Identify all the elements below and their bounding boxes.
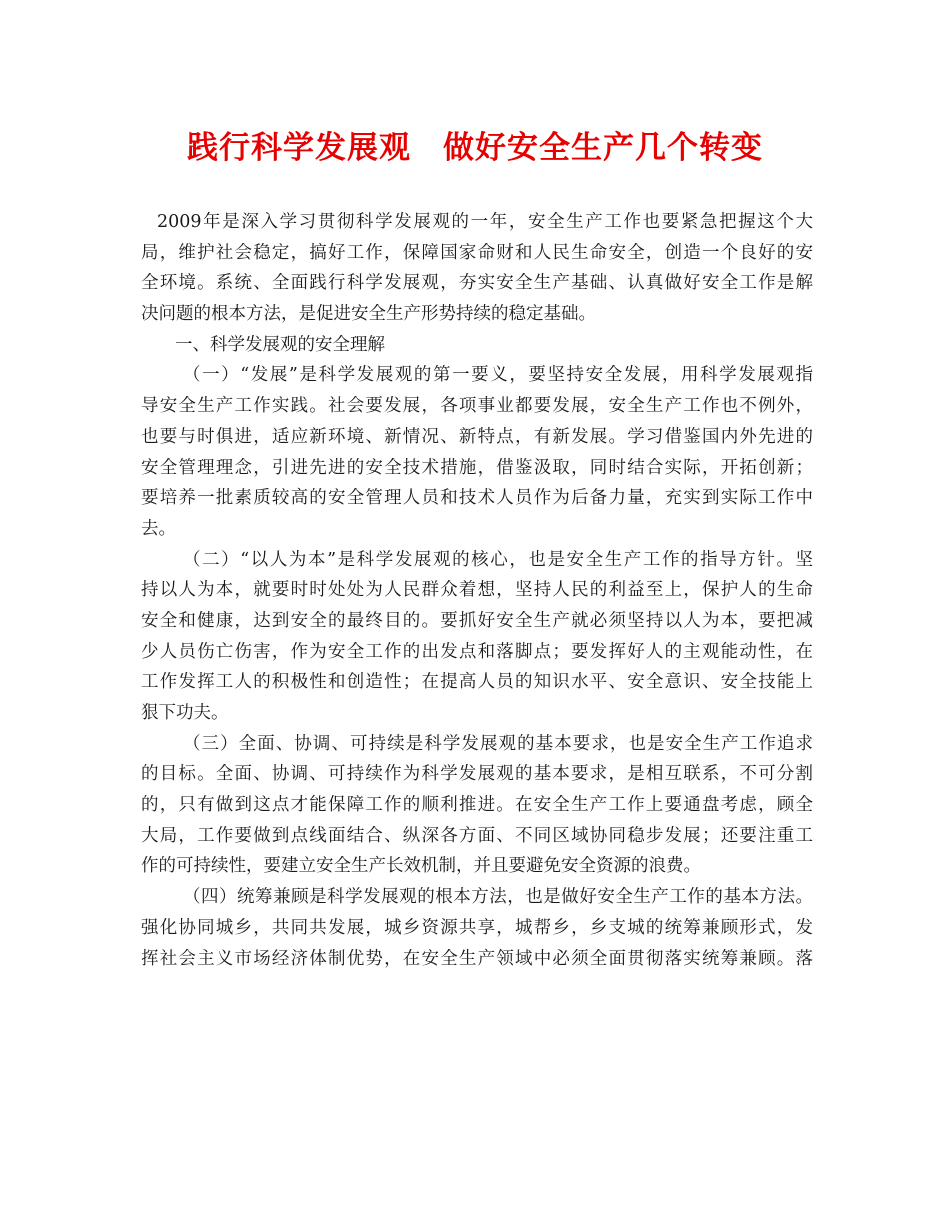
body-line: （四）统筹兼顾是科学发展观的根本方法，也是做好安全生产工作的基本方法。 [183, 887, 813, 908]
body-line: 局，维护社会稳定，搞好工作，保障国家命财和人民生命安全，创造一个良好的安 [141, 242, 813, 263]
body-line: （三）全面、协调、可持续是科学发展观的基本要求，也是安全生产工作追求 [183, 733, 813, 754]
body-line: 挥社会主义市场经济体制优势，在安全生产领域中必须全面贯彻落实统筹兼顾。落 [141, 948, 813, 969]
body-line: 持以人为本，就要时时处处为人民群众着想，坚持人民的利益至上，保护人的生命 [141, 580, 813, 601]
body-line: 去。 [141, 518, 176, 539]
body-line: 安全和健康，达到安全的最终目的。要抓好安全生产就必须坚持以人为本，要把减 [141, 610, 813, 631]
body-line: 工作发挥工人的积极性和创造性；在提高人员的知识水平、安全意识、安全技能上 [141, 672, 813, 693]
body-line: 作的可持续性，要建立安全生产长效机制，并且要避免安全资源的浪费。 [141, 856, 701, 877]
body-line: 也要与时俱进，适应新环境、新情况、新特点，有新发展。学习借鉴国内外先进的 [141, 426, 813, 447]
body-line: 强化协同城乡，共同共发展，城乡资源共享，城帮乡，乡支城的统筹兼顾形式，发 [141, 917, 813, 938]
section-heading: 一、科学发展观的安全理解 [175, 334, 385, 355]
body-line: 要培养一批素质较高的安全管理人员和技术人员作为后备力量，充实到实际工作中 [141, 488, 813, 509]
body-line: 导安全生产工作实践。社会要发展，各项事业都要发展，安全生产工作也不例外， [141, 396, 813, 417]
document-title: 践行科学发展观 做好安全生产几个转变 [187, 130, 763, 166]
body-line: 的目标。全面、协调、可持续作为科学发展观的基本要求，是相互联系，不可分割 [141, 764, 813, 785]
body-line: （二）“以人为本”是科学发展观的核心，也是安全生产工作的指导方针。坚 [183, 549, 813, 570]
body-line: 安全管理理念，引进先进的安全技术措施，借鉴汲取，同时结合实际，开拓创新； [141, 457, 813, 478]
body-line: 决问题的根本方法，是促进安全生产形势持续的稳定基础。 [141, 304, 596, 325]
body-line: 全环境。系统、全面践行科学发展观，夯实安全生产基础、认真做好安全工作是解 [141, 273, 813, 294]
document-body [141, 207, 813, 974]
body-line: （一）“发展”是科学发展观的第一要义，要坚持安全发展，用科学发展观指 [183, 365, 813, 386]
body-line: 2009年是深入学习贯彻科学发展观的一年，安全生产工作也要紧急把握这个大 [157, 212, 813, 232]
body-line: 大局，工作要做到点线面结合、纵深各方面、不同区域协同稳步发展；还要注重工 [141, 825, 813, 846]
body-line: 狠下功夫。 [141, 703, 229, 723]
body-line: 少人员伤亡伤害，作为安全工作的出发点和落脚点；要发挥好人的主观能动性，在 [141, 641, 813, 662]
body-line: 的，只有做到这点才能保障工作的顺利推进。在安全生产工作上要通盘考虑，顾全 [141, 795, 813, 816]
